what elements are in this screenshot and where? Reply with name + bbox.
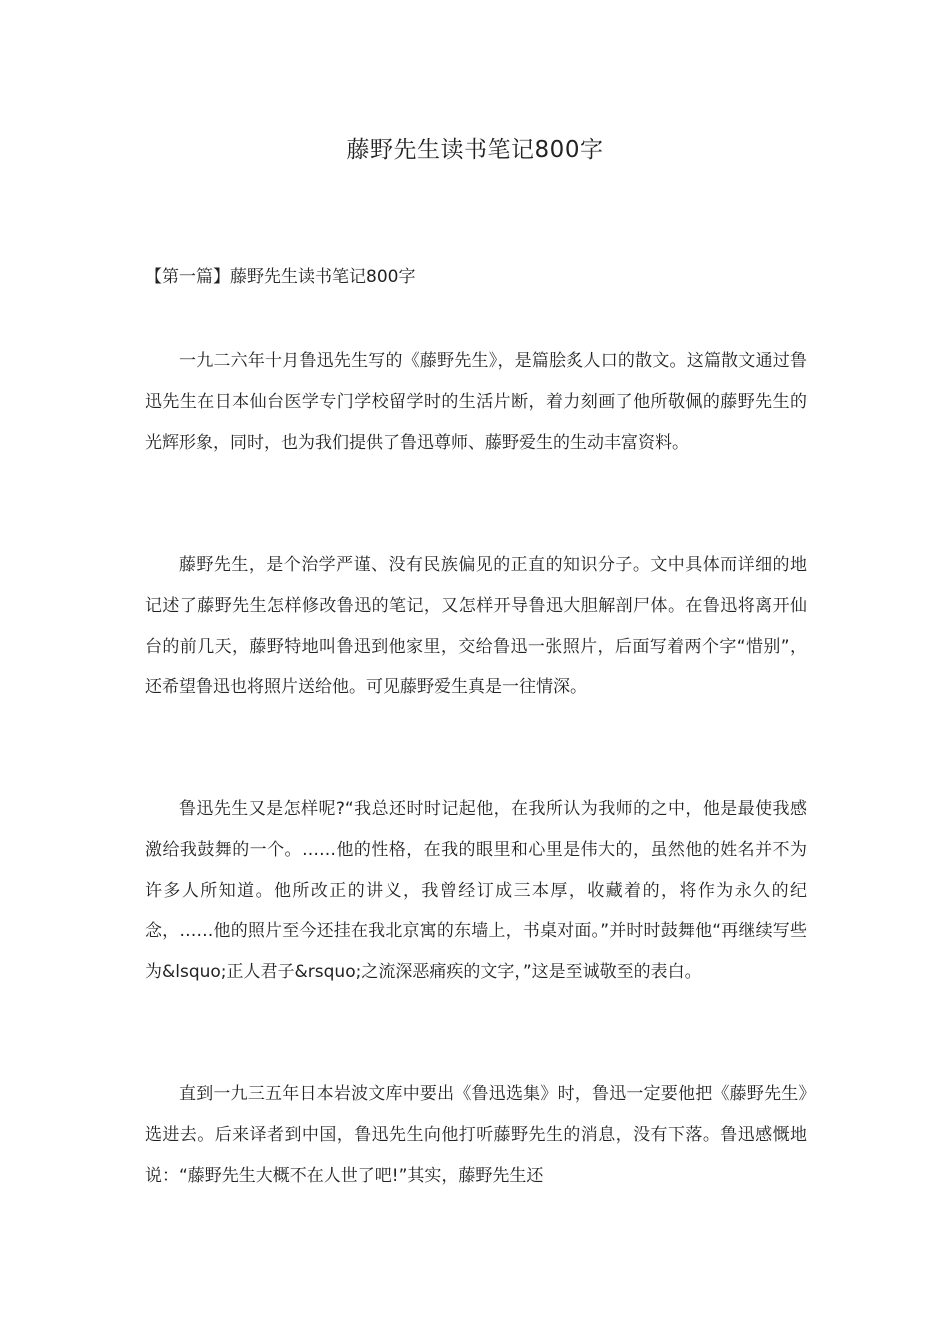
- paragraph-2: 藤野先生，是个治学严谨、没有民族偏见的正直的知识分子。文中具体而详细的地记述了藤野先生怎样修改鲁迅的笔记，又怎样开导鲁迅大胆解剖尸体。在鲁迅将离开仙台的前几天，藤野特地叫鲁迅到他家里，交给鲁迅一张照片，后面写着两个字“惜别”，还希望鲁迅也将照片送给他。可见藤野爱生真是一往情深。: [145, 555, 807, 698]
- section-heading: 【第一篇】藤野先生读书笔记800字: [145, 267, 416, 287]
- paragraph-1: 一九二六年十月鲁迅先生写的《藤野先生》，是篇脍炙人口的散文。这篇散文通过鲁迅先生在日本仙台医学专门学校留学时的生活片断，着力刻画了他所敬佩的藤野先生的光辉形象，同时，也为我们提供了鲁迅尊师、藤野爱生的生动丰富资料。: [145, 351, 807, 453]
- document-title: 藤野先生读书笔记800字: [346, 137, 604, 163]
- paragraph-4: 直到一九三五年日本岩波文库中要出《鲁迅选集》时，鲁迅一定要他把《藤野先生》选进去。后来译者到中国，鲁迅先生向他打听藤野先生的消息，没有下落。鲁迅感慨地说：“藤野先生大概不在人世了吧!”其实，藤野先生还: [145, 1084, 807, 1186]
- paragraph-3: 鲁迅先生又是怎样呢?“我总还时时记起他，在我所认为我师的之中，他是最使我感激给我鼓舞的一个。……他的性格，在我的眼里和心里是伟大的，虽然他的姓名并不为许多人所知道。他所改正的讲义，我曾经订成三本厚，收藏着的，将作为永久的纪念，……他的照片至今还挂在我北京寓的东墙上，书桌对面。”并时时鼓舞他“再继续写些为&lsquo;正人君子&rsquo;之流深恶痛疾的文字，”这是至诚敬至的表白。: [145, 799, 807, 983]
